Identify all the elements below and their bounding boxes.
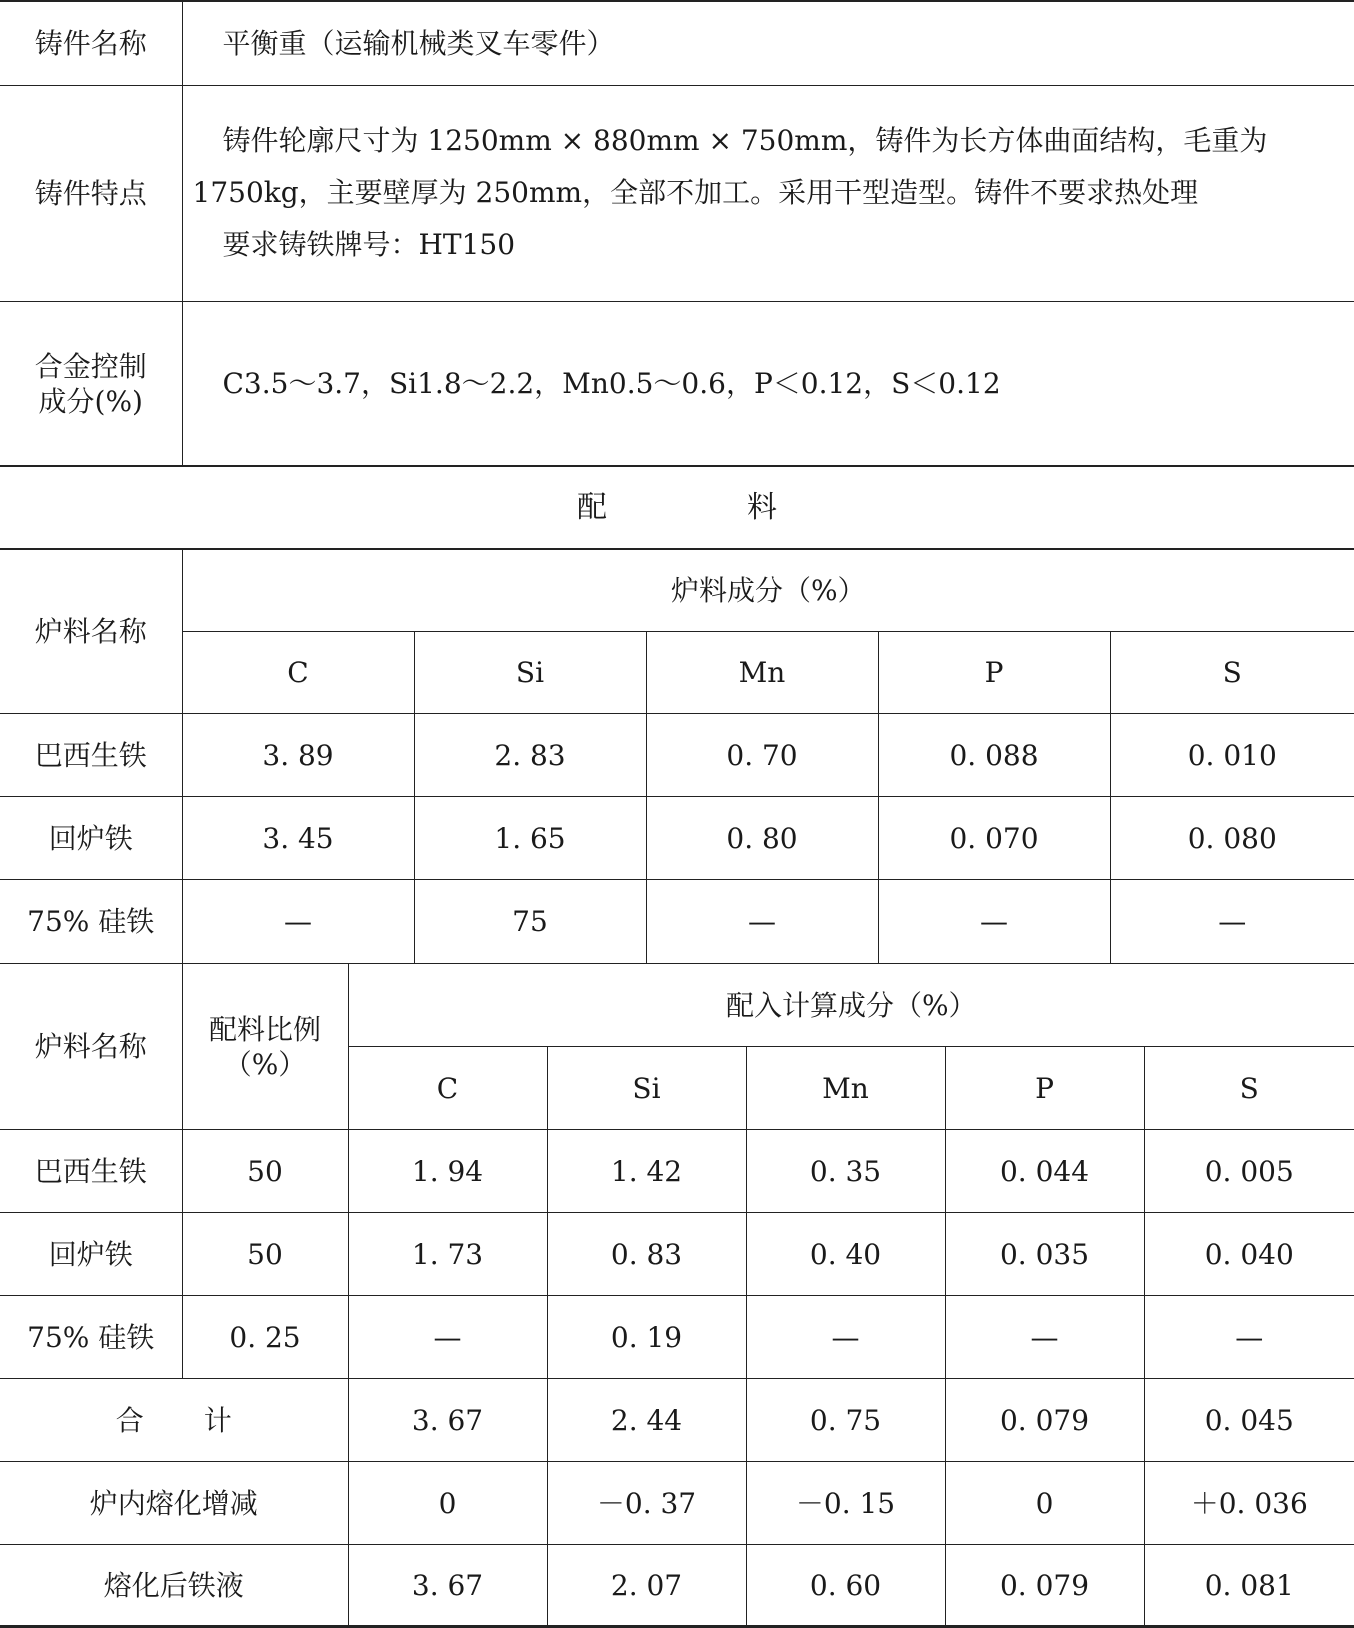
features-line-2: 1750kg，主要壁厚为 250mm，全部不加工。采用干型造型。铸件不要求热处理 xyxy=(192,176,1199,209)
cell-value: 0. 080 xyxy=(1110,797,1354,880)
calc-composition-table xyxy=(0,963,1354,1628)
calc-ratio-header xyxy=(182,964,348,1130)
cell-value: 0. 045 xyxy=(1144,1379,1354,1462)
cell-value: 2. 07 xyxy=(547,1545,746,1627)
alloy-label-line-1: 合金控制 xyxy=(34,349,147,383)
cell-value: — xyxy=(878,880,1110,964)
calc-col-header: P xyxy=(945,1047,1144,1130)
cell-value: 1. 65 xyxy=(414,797,646,880)
cell-value: — xyxy=(646,880,878,964)
cell-value: — xyxy=(945,1296,1144,1379)
alloy-control-label xyxy=(0,301,182,466)
total-label xyxy=(0,1379,348,1462)
charge-col-header: S xyxy=(1110,632,1354,714)
row-name: 巴西生铁 xyxy=(0,714,182,797)
total-label-b: 计 xyxy=(203,1403,232,1437)
cell-value: 0. 19 xyxy=(547,1296,746,1379)
calc-group-header: 配入计算成分（%） xyxy=(348,964,1354,1047)
summary-row-molten-iron xyxy=(0,1545,1354,1627)
summary-row-melt-change xyxy=(0,1462,1354,1545)
cell-value: 0 xyxy=(945,1462,1144,1545)
cell-value: 1. 42 xyxy=(547,1130,746,1213)
row-ratio: 50 xyxy=(182,1130,348,1213)
cell-value: 0. 035 xyxy=(945,1213,1144,1296)
charge-col-header: P xyxy=(878,632,1110,714)
alloy-control-value: C3.5～3.7，Si1.8～2.2，Mn0.5～0.6，P＜0.12，S＜0.12 xyxy=(182,301,1354,466)
cell-value: 0. 081 xyxy=(1144,1545,1354,1627)
section-title xyxy=(0,465,1354,549)
table-row xyxy=(0,1296,1354,1379)
cell-value: — xyxy=(348,1296,547,1379)
row-name: 回炉铁 xyxy=(0,1213,182,1296)
row-name: 75% 硅铁 xyxy=(0,1296,182,1379)
info-row-features xyxy=(0,85,1354,301)
cell-value: 0. 75 xyxy=(746,1379,945,1462)
info-row-alloy xyxy=(0,301,1354,466)
charge-col-header: Mn xyxy=(646,632,878,714)
cell-value: 1. 94 xyxy=(348,1130,547,1213)
cell-value: 3. 45 xyxy=(182,797,414,880)
total-label-a: 合 xyxy=(115,1403,144,1437)
cell-value: 0. 35 xyxy=(746,1130,945,1213)
features-line-1: 铸件轮廓尺寸为 1250mm × 880mm × 750mm，铸件为长方体曲面结构，毛重为 xyxy=(222,124,1268,157)
cell-value: 0. 010 xyxy=(1110,714,1354,797)
charge-composition-table xyxy=(0,549,1354,964)
cell-value: 0. 80 xyxy=(646,797,878,880)
cell-value: 0. 005 xyxy=(1144,1130,1354,1213)
charge-name-header: 炉料名称 xyxy=(0,550,182,714)
cell-value: ＋0. 036 xyxy=(1144,1462,1354,1545)
cell-value: 0. 040 xyxy=(1144,1213,1354,1296)
cell-value: 2. 83 xyxy=(414,714,646,797)
casting-name-label: 铸件名称 xyxy=(0,1,182,85)
charge-col-header: Si xyxy=(414,632,646,714)
summary-row-total xyxy=(0,1379,1354,1462)
charge-group-header: 炉料成分（%） xyxy=(182,550,1354,632)
cell-value: 2. 44 xyxy=(547,1379,746,1462)
row-name: 75% 硅铁 xyxy=(0,880,182,964)
cell-value: 75 xyxy=(414,880,646,964)
row-ratio: 0. 25 xyxy=(182,1296,348,1379)
cell-value: 0. 079 xyxy=(945,1379,1144,1462)
cell-value: 3. 67 xyxy=(348,1379,547,1462)
cell-value: — xyxy=(182,880,414,964)
cell-value: 3. 67 xyxy=(348,1545,547,1627)
cell-value: 0. 044 xyxy=(945,1130,1144,1213)
calc-name-header: 炉料名称 xyxy=(0,964,182,1130)
molten-iron-label: 熔化后铁液 xyxy=(0,1545,348,1627)
melt-change-label: 炉内熔化增减 xyxy=(0,1462,348,1545)
cell-value: — xyxy=(1144,1296,1354,1379)
cell-value: 0. 40 xyxy=(746,1213,945,1296)
cell-value: －0. 37 xyxy=(547,1462,746,1545)
cell-value: — xyxy=(746,1296,945,1379)
row-ratio: 50 xyxy=(182,1213,348,1296)
cell-value: 0. 070 xyxy=(878,797,1110,880)
charge-columns-row xyxy=(0,632,1354,714)
casting-features-label: 铸件特点 xyxy=(0,85,182,301)
cell-value: 0 xyxy=(348,1462,547,1545)
cell-value: 0. 088 xyxy=(878,714,1110,797)
calc-col-header: S xyxy=(1144,1047,1354,1130)
table-row xyxy=(0,1213,1354,1296)
table-row xyxy=(0,714,1354,797)
alloy-label-line-2: 成分(%) xyxy=(38,384,143,418)
cell-value: －0. 15 xyxy=(746,1462,945,1545)
casting-features-value xyxy=(182,85,1354,301)
cell-value: 0. 60 xyxy=(746,1545,945,1627)
ratio-header-line-1: 配料比例 xyxy=(208,1012,321,1046)
cell-value: 1. 73 xyxy=(348,1213,547,1296)
features-line-3: 要求铸铁牌号：HT150 xyxy=(222,228,516,261)
section-title-left: 配 xyxy=(577,490,607,525)
cell-value: 0. 079 xyxy=(945,1545,1144,1627)
table-row xyxy=(0,1130,1354,1213)
section-title-right: 料 xyxy=(747,490,777,525)
cell-value: 3. 89 xyxy=(182,714,414,797)
table-row xyxy=(0,797,1354,880)
info-row-name xyxy=(0,1,1354,85)
ratio-header-line-2: （%） xyxy=(223,1047,307,1081)
casting-name-value: 平衡重（运输机械类叉车零件） xyxy=(182,1,1354,85)
charge-col-header: C xyxy=(182,632,414,714)
row-name: 回炉铁 xyxy=(0,797,182,880)
calc-col-header: Si xyxy=(547,1047,746,1130)
calc-col-header: Mn xyxy=(746,1047,945,1130)
casting-info-table xyxy=(0,0,1354,467)
charge-header-row xyxy=(0,550,1354,632)
cell-value: 0. 70 xyxy=(646,714,878,797)
table-row xyxy=(0,880,1354,964)
calc-header-row xyxy=(0,964,1354,1047)
calc-col-header: C xyxy=(348,1047,547,1130)
row-name: 巴西生铁 xyxy=(0,1130,182,1213)
cell-value: 0. 83 xyxy=(547,1213,746,1296)
cell-value: — xyxy=(1110,880,1354,964)
